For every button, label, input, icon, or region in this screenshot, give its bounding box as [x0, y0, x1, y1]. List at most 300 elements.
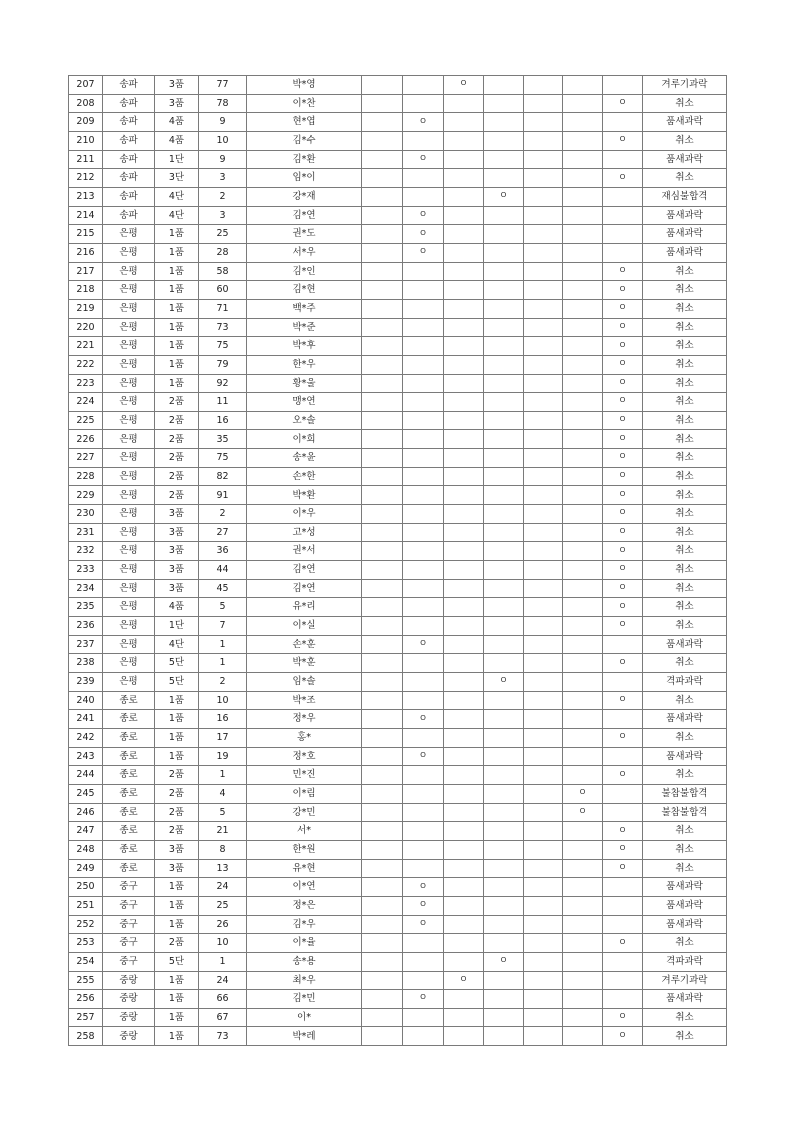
mark-cell [524, 430, 563, 449]
mark-cell [403, 673, 444, 692]
sequence-cell: 25 [199, 225, 247, 244]
mark-cell [362, 150, 403, 169]
check-mark: ㅇ [618, 825, 627, 836]
mark-cell [362, 1027, 403, 1046]
mark-cell [403, 299, 444, 318]
check-mark: ㅇ [418, 639, 428, 650]
grade-cell: 4품 [155, 131, 199, 150]
mark-cell [403, 840, 444, 859]
mark-cell [362, 262, 403, 281]
sequence-cell: 3 [199, 206, 247, 225]
name-cell: 권*서 [247, 542, 362, 561]
result-cell: 취소 [643, 318, 727, 337]
mark-cell [484, 206, 524, 225]
mark-cell [524, 710, 563, 729]
sequence-cell: 44 [199, 561, 247, 580]
mark-cell [603, 840, 643, 859]
mark-cell [524, 1027, 563, 1046]
mark-cell [524, 206, 563, 225]
mark-cell [563, 281, 603, 300]
mark-cell [484, 990, 524, 1009]
mark-cell [403, 878, 444, 897]
mark-cell [362, 523, 403, 542]
mark-cell [444, 206, 484, 225]
result-cell: 취소 [643, 766, 727, 785]
name-cell: 백*주 [247, 299, 362, 318]
row-number-cell: 215 [69, 225, 103, 244]
mark-cell [362, 76, 403, 95]
row-number-cell: 256 [69, 990, 103, 1009]
mark-cell [444, 355, 484, 374]
region-cell: 은평 [103, 355, 155, 374]
mark-cell [603, 131, 643, 150]
row-number-cell: 217 [69, 262, 103, 281]
mark-cell [444, 225, 484, 244]
row-number-cell: 224 [69, 393, 103, 412]
region-cell: 은평 [103, 318, 155, 337]
mark-cell [444, 281, 484, 300]
table-row [69, 467, 727, 486]
table-row [69, 411, 727, 430]
mark-cell [524, 262, 563, 281]
grade-cell: 1품 [155, 971, 199, 990]
mark-cell [444, 673, 484, 692]
region-cell: 은평 [103, 449, 155, 468]
mark-cell [484, 598, 524, 617]
row-number-cell: 235 [69, 598, 103, 617]
check-mark: ㅇ [578, 788, 587, 799]
result-cell: 품새과락 [643, 990, 727, 1009]
mark-cell [484, 840, 524, 859]
check-mark: ㅇ [418, 750, 428, 761]
region-cell: 은평 [103, 598, 155, 617]
mark-cell [403, 822, 444, 841]
mark-cell [362, 505, 403, 524]
sequence-cell: 36 [199, 542, 247, 561]
mark-cell [563, 76, 603, 95]
name-cell: 한*우 [247, 355, 362, 374]
result-cell: 취소 [643, 430, 727, 449]
mark-cell [362, 747, 403, 766]
mark-cell [362, 337, 403, 356]
mark-cell [362, 187, 403, 206]
sequence-cell: 91 [199, 486, 247, 505]
grade-cell: 3품 [155, 579, 199, 598]
name-cell: 민*진 [247, 766, 362, 785]
table-row [69, 169, 727, 188]
region-cell: 중랑 [103, 990, 155, 1009]
row-number-cell: 240 [69, 691, 103, 710]
table-row [69, 859, 727, 878]
name-cell: 이*찬 [247, 94, 362, 113]
table-row [69, 131, 727, 150]
result-cell: 취소 [643, 411, 727, 430]
mark-cell [444, 728, 484, 747]
region-cell: 은평 [103, 673, 155, 692]
row-number-cell: 213 [69, 187, 103, 206]
mark-cell [563, 952, 603, 971]
mark-cell [524, 486, 563, 505]
row-number-cell: 208 [69, 94, 103, 113]
mark-cell [362, 822, 403, 841]
sequence-cell: 58 [199, 262, 247, 281]
mark-cell [403, 859, 444, 878]
check-mark: ㅇ [459, 79, 468, 90]
mark-cell [603, 355, 643, 374]
name-cell: 김*수 [247, 131, 362, 150]
result-cell: 불참불합격 [643, 803, 727, 822]
name-cell: 현*엽 [247, 113, 362, 132]
mark-cell [524, 579, 563, 598]
check-mark: ㅇ [618, 1030, 627, 1041]
mark-cell [524, 113, 563, 132]
mark-cell [524, 635, 563, 654]
name-cell: 정*은 [247, 896, 362, 915]
check-mark: ㅇ [618, 844, 627, 855]
mark-cell [603, 654, 643, 673]
region-cell: 은평 [103, 411, 155, 430]
mark-cell [484, 673, 524, 692]
name-cell: 강*재 [247, 187, 362, 206]
check-mark: ㅇ [618, 172, 627, 183]
check-mark: ㅇ [418, 247, 428, 258]
name-cell: 권*도 [247, 225, 362, 244]
mark-cell [524, 243, 563, 262]
region-cell: 종로 [103, 784, 155, 803]
row-number-cell: 226 [69, 430, 103, 449]
grade-cell: 1단 [155, 150, 199, 169]
row-number-cell: 248 [69, 840, 103, 859]
mark-cell [444, 318, 484, 337]
region-cell: 은평 [103, 505, 155, 524]
grade-cell: 5단 [155, 654, 199, 673]
name-cell: 김*연 [247, 206, 362, 225]
table-row [69, 654, 727, 673]
sequence-cell: 73 [199, 1027, 247, 1046]
mark-cell [403, 243, 444, 262]
grade-cell: 2품 [155, 411, 199, 430]
region-cell: 중랑 [103, 1008, 155, 1027]
mark-cell [403, 206, 444, 225]
region-cell: 종로 [103, 822, 155, 841]
table-row [69, 784, 727, 803]
table-row [69, 579, 727, 598]
sequence-cell: 26 [199, 915, 247, 934]
check-mark: ㅇ [618, 340, 627, 351]
mark-cell [484, 187, 524, 206]
mark-cell [444, 243, 484, 262]
region-cell: 중구 [103, 915, 155, 934]
mark-cell [444, 934, 484, 953]
mark-cell [603, 617, 643, 636]
sequence-cell: 77 [199, 76, 247, 95]
mark-cell [484, 113, 524, 132]
check-mark: ㅇ [618, 508, 627, 519]
check-mark: ㅇ [618, 527, 627, 538]
mark-cell [524, 878, 563, 897]
table-row [69, 393, 727, 412]
table-row [69, 971, 727, 990]
grade-cell: 1단 [155, 617, 199, 636]
check-mark: ㅇ [618, 769, 627, 780]
result-cell: 취소 [643, 654, 727, 673]
sequence-cell: 19 [199, 747, 247, 766]
region-cell: 중구 [103, 952, 155, 971]
mark-cell [484, 299, 524, 318]
mark-cell [524, 299, 563, 318]
mark-cell [563, 747, 603, 766]
name-cell: 한*원 [247, 840, 362, 859]
name-cell: 이*연 [247, 878, 362, 897]
mark-cell [524, 542, 563, 561]
mark-cell [362, 131, 403, 150]
mark-cell [603, 691, 643, 710]
mark-cell [603, 150, 643, 169]
result-cell: 취소 [643, 169, 727, 188]
mark-cell [563, 393, 603, 412]
mark-cell [362, 318, 403, 337]
table-row [69, 94, 727, 113]
mark-cell [403, 76, 444, 95]
mark-cell [362, 169, 403, 188]
mark-cell [603, 896, 643, 915]
mark-cell [403, 318, 444, 337]
sequence-cell: 45 [199, 579, 247, 598]
mark-cell [484, 94, 524, 113]
mark-cell [563, 243, 603, 262]
name-cell: 박*레 [247, 1027, 362, 1046]
mark-cell [524, 990, 563, 1009]
mark-cell [563, 654, 603, 673]
mark-cell [484, 859, 524, 878]
name-cell: 홍* [247, 728, 362, 747]
mark-cell [563, 467, 603, 486]
sequence-cell: 11 [199, 393, 247, 412]
check-mark: ㅇ [618, 583, 627, 594]
row-number-cell: 219 [69, 299, 103, 318]
row-number-cell: 254 [69, 952, 103, 971]
mark-cell [484, 1008, 524, 1027]
table-row [69, 747, 727, 766]
table-row [69, 76, 727, 95]
grade-cell: 4단 [155, 206, 199, 225]
mark-cell [484, 579, 524, 598]
region-cell: 중구 [103, 934, 155, 953]
mark-cell [563, 1008, 603, 1027]
mark-cell [603, 635, 643, 654]
mark-cell [524, 673, 563, 692]
result-cell: 품새과락 [643, 878, 727, 897]
name-cell: 박*후 [247, 337, 362, 356]
mark-cell [603, 598, 643, 617]
result-cell: 품새과락 [643, 710, 727, 729]
mark-cell [362, 617, 403, 636]
region-cell: 중구 [103, 878, 155, 897]
mark-cell [524, 150, 563, 169]
mark-cell [362, 225, 403, 244]
grade-cell: 1품 [155, 691, 199, 710]
region-cell: 종로 [103, 840, 155, 859]
table-body [69, 76, 727, 1046]
mark-cell [524, 467, 563, 486]
mark-cell [362, 971, 403, 990]
mark-cell [484, 747, 524, 766]
result-cell: 품새과락 [643, 206, 727, 225]
mark-cell [403, 225, 444, 244]
grade-cell: 2품 [155, 467, 199, 486]
mark-cell [403, 262, 444, 281]
grade-cell: 1품 [155, 728, 199, 747]
grade-cell: 1품 [155, 299, 199, 318]
mark-cell [484, 150, 524, 169]
mark-cell [403, 1008, 444, 1027]
region-cell: 은평 [103, 617, 155, 636]
row-number-cell: 227 [69, 449, 103, 468]
mark-cell [563, 673, 603, 692]
grade-cell: 3단 [155, 169, 199, 188]
mark-cell [484, 281, 524, 300]
mark-cell [563, 878, 603, 897]
sequence-cell: 66 [199, 990, 247, 1009]
mark-cell [484, 728, 524, 747]
mark-cell [444, 561, 484, 580]
row-number-cell: 251 [69, 896, 103, 915]
mark-cell [524, 598, 563, 617]
mark-cell [524, 337, 563, 356]
mark-cell [563, 505, 603, 524]
mark-cell [484, 542, 524, 561]
sequence-cell: 2 [199, 673, 247, 692]
mark-cell [563, 374, 603, 393]
check-mark: ㅇ [578, 806, 587, 817]
result-cell: 취소 [643, 393, 727, 412]
result-cell: 취소 [643, 449, 727, 468]
mark-cell [524, 318, 563, 337]
mark-cell [524, 766, 563, 785]
sequence-cell: 92 [199, 374, 247, 393]
mark-cell [603, 934, 643, 953]
mark-cell [403, 281, 444, 300]
grade-cell: 2품 [155, 393, 199, 412]
mark-cell [362, 281, 403, 300]
mark-cell [603, 449, 643, 468]
check-mark: ㅇ [499, 676, 508, 687]
mark-cell [362, 299, 403, 318]
table-row [69, 355, 727, 374]
result-cell: 품새과락 [643, 113, 727, 132]
mark-cell [563, 355, 603, 374]
result-cell: 겨루기과락 [643, 971, 727, 990]
name-cell: 박*훈 [247, 654, 362, 673]
check-mark: ㅇ [418, 993, 428, 1004]
mark-cell [444, 113, 484, 132]
mark-cell [362, 840, 403, 859]
result-cell: 취소 [643, 691, 727, 710]
table-row [69, 243, 727, 262]
mark-cell [362, 243, 403, 262]
mark-cell [403, 766, 444, 785]
mark-cell [603, 710, 643, 729]
mark-cell [403, 990, 444, 1009]
row-number-cell: 232 [69, 542, 103, 561]
mark-cell [362, 561, 403, 580]
result-cell: 취소 [643, 1027, 727, 1046]
mark-cell [444, 840, 484, 859]
result-cell: 취소 [643, 262, 727, 281]
name-cell: 이*림 [247, 784, 362, 803]
mark-cell [563, 1027, 603, 1046]
result-cell: 취소 [643, 859, 727, 878]
check-mark: ㅇ [618, 732, 627, 743]
mark-cell [603, 505, 643, 524]
grade-cell: 1품 [155, 915, 199, 934]
mark-cell [444, 971, 484, 990]
check-mark: ㅇ [618, 396, 627, 407]
row-number-cell: 231 [69, 523, 103, 542]
mark-cell [362, 691, 403, 710]
table-row [69, 878, 727, 897]
mark-cell [403, 952, 444, 971]
mark-cell [403, 654, 444, 673]
row-number-cell: 230 [69, 505, 103, 524]
name-cell: 김*연 [247, 561, 362, 580]
region-cell: 은평 [103, 467, 155, 486]
mark-cell [563, 915, 603, 934]
mark-cell [362, 1008, 403, 1027]
name-cell: 이*실 [247, 617, 362, 636]
row-number-cell: 238 [69, 654, 103, 673]
row-number-cell: 247 [69, 822, 103, 841]
mark-cell [444, 337, 484, 356]
mark-cell [563, 971, 603, 990]
mark-cell [563, 934, 603, 953]
check-mark: ㅇ [418, 209, 428, 220]
result-cell: 취소 [643, 467, 727, 486]
mark-cell [403, 971, 444, 990]
mark-cell [524, 561, 563, 580]
mark-cell [444, 598, 484, 617]
table-row [69, 281, 727, 300]
mark-cell [563, 299, 603, 318]
mark-cell [524, 1008, 563, 1027]
region-cell: 중랑 [103, 1027, 155, 1046]
region-cell: 은평 [103, 374, 155, 393]
region-cell: 은평 [103, 654, 155, 673]
check-mark: ㅇ [618, 937, 627, 948]
mark-cell [603, 728, 643, 747]
check-mark: ㅇ [618, 135, 627, 146]
region-cell: 은평 [103, 561, 155, 580]
mark-cell [603, 94, 643, 113]
mark-cell [603, 990, 643, 1009]
mark-cell [484, 523, 524, 542]
mark-cell [524, 747, 563, 766]
mark-cell [603, 1008, 643, 1027]
row-number-cell: 239 [69, 673, 103, 692]
mark-cell [403, 561, 444, 580]
name-cell: 유*리 [247, 598, 362, 617]
sequence-cell: 27 [199, 523, 247, 542]
mark-cell [524, 76, 563, 95]
table-row [69, 1008, 727, 1027]
sequence-cell: 4 [199, 784, 247, 803]
mark-cell [484, 337, 524, 356]
name-cell: 김*현 [247, 281, 362, 300]
name-cell: 손*훈 [247, 635, 362, 654]
sequence-cell: 35 [199, 430, 247, 449]
grade-cell: 1품 [155, 878, 199, 897]
mark-cell [524, 840, 563, 859]
